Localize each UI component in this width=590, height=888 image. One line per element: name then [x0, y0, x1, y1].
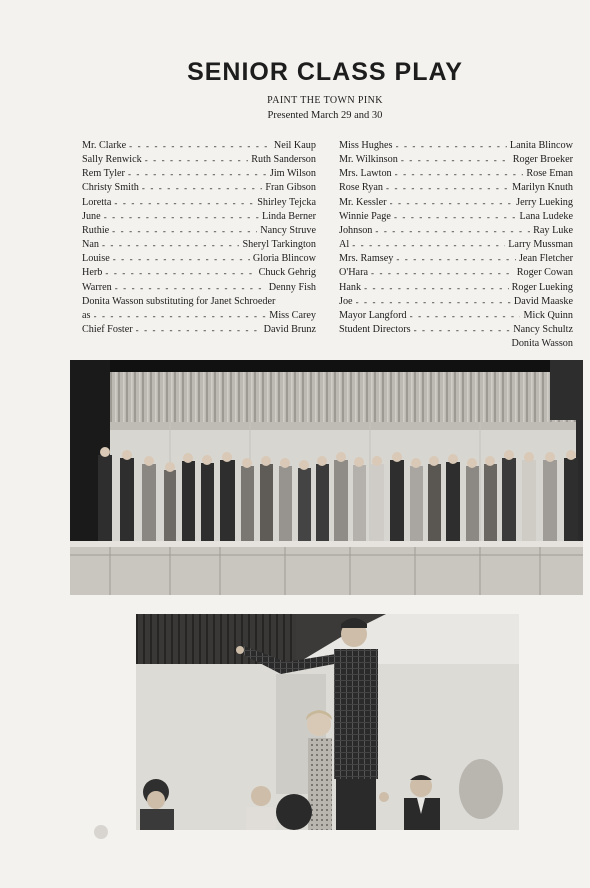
role-name: Mr. Clarke: [82, 140, 127, 151]
leader-dashes: [410, 309, 521, 323]
cast-note: [82, 295, 316, 309]
actor-name: David Brunz: [263, 324, 316, 336]
cast-entry: [339, 153, 573, 167]
role-name: Winnie Page: [339, 210, 391, 222]
leader-dashes: [352, 238, 505, 252]
cast-entry: [82, 309, 316, 323]
leader-dashes: [113, 252, 250, 266]
cast-list-left: [82, 139, 316, 337]
actor-name: Chuck Gehrig: [258, 267, 316, 279]
page-title: SENIOR CLASS PLAY: [187, 58, 463, 86]
leader-dashes: [364, 281, 509, 295]
role-name: Herb: [82, 267, 103, 279]
paper-blemish: [94, 825, 108, 839]
performance-dates: Presented March 29 and 30: [267, 110, 383, 121]
cast-entry-continuation: [339, 337, 573, 351]
role-name: Rem Tyler: [82, 168, 125, 180]
leader-dashes: [414, 323, 511, 337]
actor-name: Ray Luke: [533, 224, 573, 236]
actor-name: Jim Wilson: [269, 168, 316, 180]
cast-entry: [82, 252, 316, 266]
role-name: Joe: [339, 295, 353, 307]
leader-dashes: [114, 196, 254, 210]
actor-name: Roger Broeker: [512, 154, 573, 166]
cast-entry: [339, 139, 573, 153]
actor-name: Nancy Struve: [260, 224, 316, 236]
role-name: Sally Renwick: [82, 154, 142, 166]
cast-entry: [82, 181, 316, 195]
leader-dashes: [105, 266, 255, 280]
cast-entry: [339, 238, 573, 252]
role-name: Chief Foster: [82, 324, 133, 336]
leader-dashes: [128, 167, 267, 181]
actor-name: Shirley Tejcka: [257, 196, 316, 208]
role-name: as: [82, 309, 91, 321]
leader-dashes: [375, 224, 530, 238]
substitution-note: Donita Wasson substituting for Janet Schroeder: [82, 295, 276, 307]
leader-dashes: [115, 281, 266, 295]
cast-stage-photo: [70, 360, 583, 595]
cast-entry: [339, 181, 573, 195]
leader-dashes: [390, 196, 514, 210]
actor-name: Mick Quinn: [523, 309, 573, 321]
cast-entry: [339, 266, 573, 280]
role-name: June: [82, 210, 101, 222]
actor-name: Miss Carey: [269, 309, 316, 321]
cast-entry: [82, 266, 316, 280]
leader-dashes: [136, 323, 261, 337]
cast-entry: [82, 323, 316, 337]
cast-entry: [82, 139, 316, 153]
cast-entry: [82, 224, 316, 238]
role-name: Al: [339, 239, 350, 251]
cast-entry: [82, 153, 316, 167]
play-title: PAINT THE TOWN PINK: [267, 95, 383, 106]
actor-name: David Maaske: [513, 295, 573, 307]
role-name: Student Directors: [339, 324, 411, 336]
cast-entry: [339, 196, 573, 210]
role-name: Mr. Kessler: [339, 196, 387, 208]
actor-name: Donita Wasson: [511, 338, 573, 350]
actor-name: Jean Fletcher: [518, 253, 573, 265]
actor-name: Lana Ludeke: [519, 210, 573, 222]
actor-name: Jerry Lueking: [516, 196, 573, 208]
actor-name: Sheryl Tarkington: [242, 239, 316, 251]
leader-dashes: [401, 153, 510, 167]
role-name: Miss Hughes: [339, 140, 393, 151]
cast-entry: [339, 210, 573, 224]
actor-name: Rose Eman: [526, 168, 573, 180]
cast-entry: [82, 167, 316, 181]
leader-dashes: [94, 309, 267, 323]
cast-entry: [339, 252, 573, 266]
role-name: Warren: [82, 281, 112, 293]
role-name: O'Hara: [339, 267, 368, 279]
cast-entry: [82, 238, 316, 252]
leader-dashes: [394, 210, 517, 224]
leader-dashes: [142, 181, 262, 195]
actor-name: Neil Kaup: [273, 140, 316, 151]
role-name: Hank: [339, 281, 362, 293]
leader-dashes: [356, 295, 511, 309]
actor-name: Lanita Blincow: [509, 140, 573, 151]
scene-photo: [136, 614, 519, 830]
role-name: Mrs. Ramsey: [339, 253, 394, 265]
role-name: Louise: [82, 253, 110, 265]
cast-list-right: [339, 139, 573, 351]
role-name: Mrs. Lawton: [339, 168, 392, 180]
cast-entry: [339, 281, 573, 295]
actor-name: Roger Cowan: [516, 267, 573, 279]
cast-entry: [339, 323, 573, 337]
role-name: Ruthie: [82, 224, 110, 236]
role-name: Loretta: [82, 196, 112, 208]
actor-name: Denny Fish: [268, 281, 316, 293]
role-name: Christy Smith: [82, 182, 139, 194]
leader-dashes: [102, 238, 240, 252]
cast-entry: [82, 210, 316, 224]
actor-name: Roger Lueking: [511, 281, 573, 293]
leader-dashes: [395, 167, 524, 181]
cast-entry: [339, 309, 573, 323]
cast-entry: [339, 167, 573, 181]
cast-entry: [339, 224, 573, 238]
actor-name: Marilyn Knuth: [512, 182, 573, 194]
leader-dashes: [145, 153, 248, 167]
actor-name: Gloria Blincow: [252, 253, 316, 265]
leader-dashes: [396, 252, 516, 266]
leader-dashes: [386, 181, 509, 195]
role-name: Johnson: [339, 224, 373, 236]
leader-dashes: [396, 139, 507, 153]
actor-name: Fran Gibson: [265, 182, 316, 194]
actor-name: Ruth Sanderson: [251, 154, 316, 166]
leader-dashes: [104, 210, 259, 224]
leader-dashes: [371, 266, 514, 280]
cast-entry: [82, 196, 316, 210]
leader-dashes: [129, 139, 271, 153]
actor-name: Linda Berner: [261, 210, 316, 222]
cast-entry: [339, 295, 573, 309]
leader-dashes: [112, 224, 257, 238]
role-name: Mr. Wilkinson: [339, 154, 398, 166]
role-name: Rose Ryan: [339, 182, 384, 194]
role-name: Nan: [82, 239, 99, 251]
cast-entry: [82, 281, 316, 295]
actor-name: Larry Mussman: [508, 239, 573, 251]
actor-name: Nancy Schultz: [513, 324, 573, 336]
role-name: Mayor Langford: [339, 309, 407, 321]
